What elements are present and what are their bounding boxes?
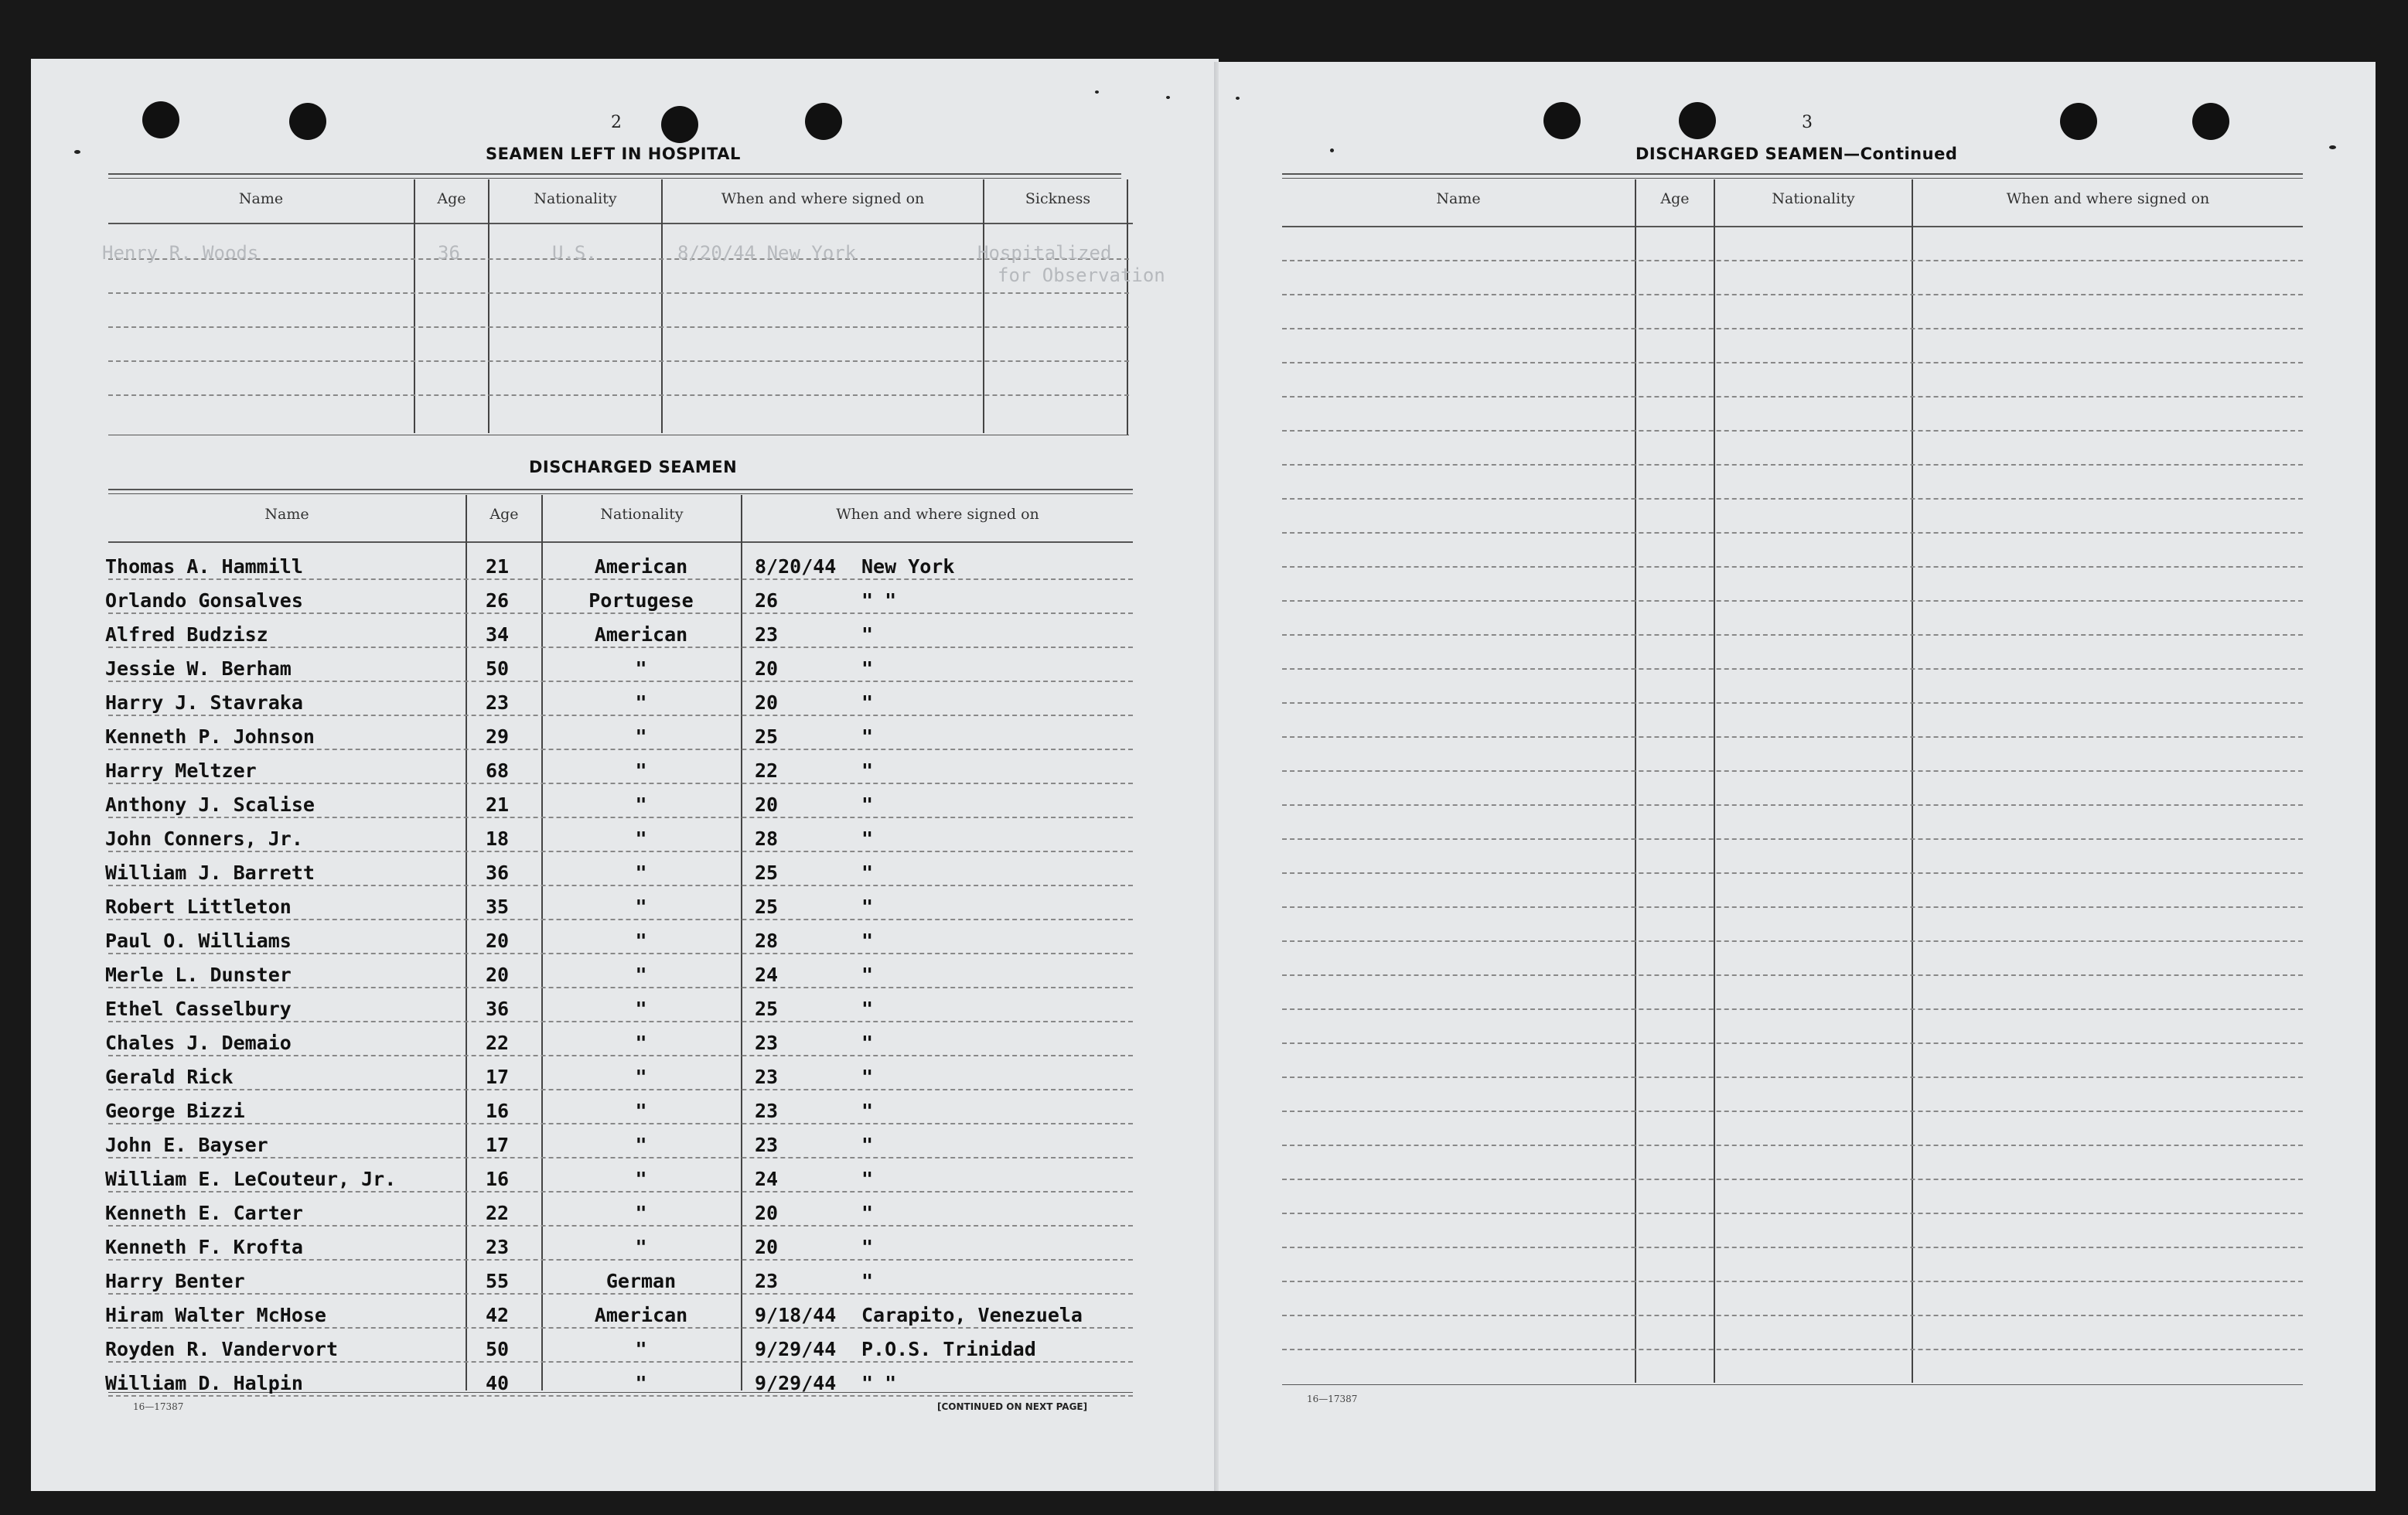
row-line [108,578,1133,580]
seaman-signed-place: New York [861,555,955,578]
seaman-age: 36 [486,862,510,884]
seaman-name: William J. Barrett [105,862,315,884]
seaman-signed-date: 20 [755,657,779,680]
punch-hole [142,101,179,138]
header-rule [108,541,1133,543]
form-number: 16—17387 [133,1401,184,1412]
entry-line [108,292,1129,294]
column-divider [1714,179,1715,1383]
seaman-nationality: German [605,1270,677,1292]
page-number: 3 [1802,113,1813,132]
seaman-nationality: " [635,759,647,782]
entry-line [1282,838,2303,840]
seaman-signed-date: 9/29/44 [755,1338,837,1360]
seaman-nationality: Portugese [588,589,694,612]
seaman-nationality: " [635,1032,647,1054]
seaman-nationality: " [635,691,647,714]
seaman-age: 26 [486,589,510,612]
entry-line [1282,668,2303,670]
seaman-signed-date: 9/18/44 [755,1304,837,1326]
hospital-entry-name: Henry R. Woods [102,242,259,264]
seaman-nationality: " [635,1100,647,1122]
seaman-name: Orlando Gonsalves [105,589,303,612]
seaman-name: Harry Benter [105,1270,245,1292]
entry-line [1282,498,2303,500]
seaman-name: Robert Littleton [105,896,292,918]
column-header-name: Name [238,190,284,207]
row-line [108,1157,1133,1158]
row-line [108,715,1133,716]
section-title-discharged: DISCHARGED SEAMEN [529,458,738,476]
column-divider [1912,179,1913,1383]
column-header-age: Age [437,190,466,207]
seaman-signed-date: 20 [755,793,779,816]
seaman-signed-date: 8/20/44 [755,555,837,578]
header-rule [108,223,1133,224]
seaman-age: 17 [486,1134,510,1156]
seaman-signed-date: 20 [755,1202,779,1224]
row-line [108,1021,1133,1022]
seaman-name: Harry J. Stavraka [105,691,303,714]
seaman-age: 35 [486,896,510,918]
row-line [108,1055,1133,1056]
seaman-signed-date: 23 [755,1270,779,1292]
seaman-age: 23 [486,1236,510,1258]
section-title-discharged-continued: DISCHARGED SEAMEN—Continued [1635,145,1958,163]
header-rule [1282,226,2303,227]
seaman-signed-date: 20 [755,1236,779,1258]
row-line [108,1259,1133,1261]
seaman-signed-place: " [861,1168,874,1190]
entry-line [1282,906,2303,908]
section-title-hospital: SEAMEN LEFT IN HOSPITAL [486,145,741,163]
seaman-age: 34 [486,623,510,646]
rule [1282,178,2303,179]
seaman-signed-place: " [861,759,874,782]
seaman-signed-place: " [861,623,874,646]
seaman-name: Kenneth E. Carter [105,1202,303,1224]
entry-line [1282,1145,2303,1146]
seaman-signed-date: 23 [755,1032,779,1054]
seaman-signed-place: " [861,1270,874,1292]
seaman-signed-place: " [861,964,874,986]
seaman-name: Royden R. Vandervort [105,1338,339,1360]
seaman-signed-date: 28 [755,930,779,952]
seaman-name: Paul O. Williams [105,930,292,952]
hospital-entry-signed: 8/20/44 New York [677,242,857,264]
entry-line [1282,362,2303,363]
seaman-nationality: " [635,862,647,884]
row-line [108,749,1133,750]
entry-line [1282,736,2303,738]
punch-hole [1679,102,1716,139]
entry-line [108,258,1129,260]
seaman-signed-place: " [861,1100,874,1122]
seaman-nationality: " [635,657,647,680]
seaman-signed-date: 23 [755,1134,779,1156]
seaman-name: Kenneth P. Johnson [105,725,315,748]
seaman-age: 16 [486,1168,510,1190]
punch-hole [1543,102,1581,139]
entry-line [1282,940,2303,942]
entry-line [1282,430,2303,432]
speck [74,150,80,154]
column-header-sickness: Sickness [1025,190,1091,207]
column-header-signed-on: When and where signed on [2006,190,2210,207]
row-line [108,987,1133,988]
seaman-signed-date: 20 [755,691,779,714]
row-line [108,681,1133,682]
hospital-entry-nationality: U.S. [552,242,597,264]
seaman-nationality: " [635,964,647,986]
seaman-signed-place: Carapito, Venezuela [861,1304,1083,1326]
entry-line [1282,260,2303,261]
seaman-signed-date: 23 [755,1100,779,1122]
seaman-signed-place: " [861,1202,874,1224]
row-line [108,1361,1133,1363]
seaman-signed-date: 23 [755,1066,779,1088]
row-line [108,851,1133,852]
speck [1166,96,1170,99]
seaman-signed-date: 25 [755,896,779,918]
column-header-nationality: Nationality [534,190,617,207]
column-divider [1127,179,1128,435]
seaman-name: Hiram Walter McHose [105,1304,326,1326]
column-header-age: Age [1660,190,1690,207]
seaman-name: John E. Bayser [105,1134,268,1156]
seaman-nationality: " [635,1338,647,1360]
seaman-age: 36 [486,998,510,1020]
seaman-signed-place: " [861,1032,874,1054]
row-line [108,1089,1133,1090]
seaman-nationality: " [635,930,647,952]
speck [1095,90,1099,94]
speck [1236,97,1240,100]
entry-line [1282,1179,2303,1180]
entry-line [1282,464,2303,466]
seaman-signed-place: " " [861,1372,897,1394]
seaman-signed-place: " [861,691,874,714]
column-header-signed-on: When and where signed on [721,190,925,207]
entry-line [1282,1042,2303,1044]
seaman-nationality: American [594,1304,688,1326]
seaman-age: 55 [486,1270,510,1292]
seaman-name: John Conners, Jr. [105,827,303,850]
seaman-signed-place: " [861,1236,874,1258]
seaman-signed-date: 25 [755,862,779,884]
entry-line [1282,770,2303,772]
seaman-age: 21 [486,793,510,816]
seaman-signed-place: " [861,1134,874,1156]
hospital-entry-age: 36 [438,242,460,264]
seaman-name: Jessie W. Berham [105,657,292,680]
seaman-age: 21 [486,555,510,578]
row-line [108,783,1133,784]
seaman-age: 42 [486,1304,510,1326]
seaman-name: Anthony J. Scalise [105,793,315,816]
seaman-nationality: American [594,623,688,646]
entry-line [1282,974,2303,976]
seaman-age: 23 [486,691,510,714]
table-bottom-rule [1282,1384,2303,1385]
punch-hole [2192,103,2229,140]
row-line [108,612,1133,614]
seaman-name: William E. LeCouteur, Jr. [105,1168,397,1190]
seaman-signed-date: 24 [755,964,779,986]
seaman-signed-place: " [861,930,874,952]
entry-line [108,394,1129,396]
right-page [1219,62,2376,1491]
column-divider [1635,179,1636,1383]
seaman-age: 20 [486,964,510,986]
seaman-signed-date: 25 [755,725,779,748]
entry-line [1282,396,2303,398]
seaman-age: 29 [486,725,510,748]
seaman-nationality: " [635,793,647,816]
seaman-signed-date: 24 [755,1168,779,1190]
row-line [108,817,1133,818]
seaman-signed-date: 23 [755,623,779,646]
entry-line [1282,1349,2303,1350]
seaman-signed-place: " [861,862,874,884]
seaman-age: 68 [486,759,510,782]
hospital-entry-sickness: for Observation [998,264,1165,286]
entry-line [1282,1281,2303,1282]
seaman-nationality: " [635,827,647,850]
column-header-name: Name [264,506,309,523]
seaman-name: Ethel Casselbury [105,998,292,1020]
seaman-name: Harry Meltzer [105,759,257,782]
seaman-signed-place: " [861,657,874,680]
punch-hole [289,103,326,140]
row-line [108,1293,1133,1295]
row-line [108,1191,1133,1193]
entry-line [1282,1008,2303,1010]
row-line [108,1395,1133,1397]
rule [108,173,1121,175]
column-header-signed-on: When and where signed on [836,506,1039,523]
row-line [108,953,1133,954]
seaman-signed-date: 22 [755,759,779,782]
punch-hole [661,106,698,143]
entry-line [1282,702,2303,704]
row-line [108,647,1133,648]
column-header-name: Name [1436,190,1481,207]
column-header-age: Age [489,506,519,523]
rule [108,178,1121,179]
punch-hole [2060,103,2097,140]
seaman-name: Chales J. Demaio [105,1032,292,1054]
seaman-nationality: " [635,1236,647,1258]
seaman-name: Gerald Rick [105,1066,234,1088]
form-number: 16—17387 [1307,1394,1358,1404]
seaman-age: 20 [486,930,510,952]
column-divider [741,495,742,1390]
entry-line [1282,328,2303,329]
row-line [108,1123,1133,1124]
rule [108,493,1133,494]
seaman-nationality: " [635,896,647,918]
entry-line [1282,532,2303,534]
seaman-age: 16 [486,1100,510,1122]
column-divider [466,495,467,1390]
seaman-name: Alfred Budzisz [105,623,268,646]
seaman-nationality: " [635,1066,647,1088]
seaman-signed-date: 25 [755,998,779,1020]
seaman-signed-place: " [861,1066,874,1088]
seaman-age: 50 [486,1338,510,1360]
entry-line [1282,294,2303,295]
entry-line [1282,634,2303,636]
seaman-signed-place: " " [861,589,897,612]
entry-line [1282,600,2303,602]
entry-line [1282,1315,2303,1316]
seaman-signed-place: " [861,896,874,918]
punch-hole [805,103,842,140]
seaman-age: 40 [486,1372,510,1394]
continued-note: [CONTINUED ON NEXT PAGE] [937,1401,1088,1412]
seaman-signed-place: " [861,793,874,816]
rule [1282,173,2303,175]
entry-line [1282,804,2303,806]
seaman-age: 22 [486,1032,510,1054]
seaman-nationality: American [594,555,688,578]
speck [2329,145,2336,149]
column-header-nationality: Nationality [1772,190,1855,207]
entry-line [1282,566,2303,568]
column-header-nationality: Nationality [600,506,684,523]
hospital-entry-sickness: Hospitalized [977,242,1112,264]
row-line [108,919,1133,920]
rule [108,489,1133,490]
entry-line [1282,1247,2303,1248]
row-line [108,1225,1133,1227]
entry-line [1282,1111,2303,1112]
seaman-signed-place: " [861,725,874,748]
entry-line [1282,872,2303,874]
seaman-name: Thomas A. Hammill [105,555,303,578]
seaman-signed-date: 26 [755,589,779,612]
seaman-name: Merle L. Dunster [105,964,292,986]
page-number: 2 [611,113,622,132]
seaman-age: 22 [486,1202,510,1224]
seaman-nationality: " [635,1134,647,1156]
row-line [108,1327,1133,1329]
seaman-signed-place: P.O.S. Trinidad [861,1338,1036,1360]
entry-line [108,326,1129,328]
seaman-signed-place: " [861,827,874,850]
entry-line [1282,1077,2303,1078]
seaman-nationality: " [635,998,647,1020]
entry-line [1282,1213,2303,1214]
seaman-name: Kenneth F. Krofta [105,1236,303,1258]
seaman-age: 17 [486,1066,510,1088]
seaman-name: George Bizzi [105,1100,245,1122]
seaman-nationality: " [635,1168,647,1190]
seaman-age: 18 [486,827,510,850]
seaman-signed-place: " [861,998,874,1020]
seaman-nationality: " [635,725,647,748]
seaman-signed-date: 28 [755,827,779,850]
seaman-name: William D. Halpin [105,1372,303,1394]
seaman-nationality: " [635,1202,647,1224]
row-line [108,885,1133,886]
seaman-signed-date: 9/29/44 [755,1372,837,1394]
entry-line [108,360,1129,362]
seaman-nationality: " [635,1372,647,1394]
speck [1330,148,1334,152]
column-divider [541,495,543,1390]
seaman-age: 50 [486,657,510,680]
